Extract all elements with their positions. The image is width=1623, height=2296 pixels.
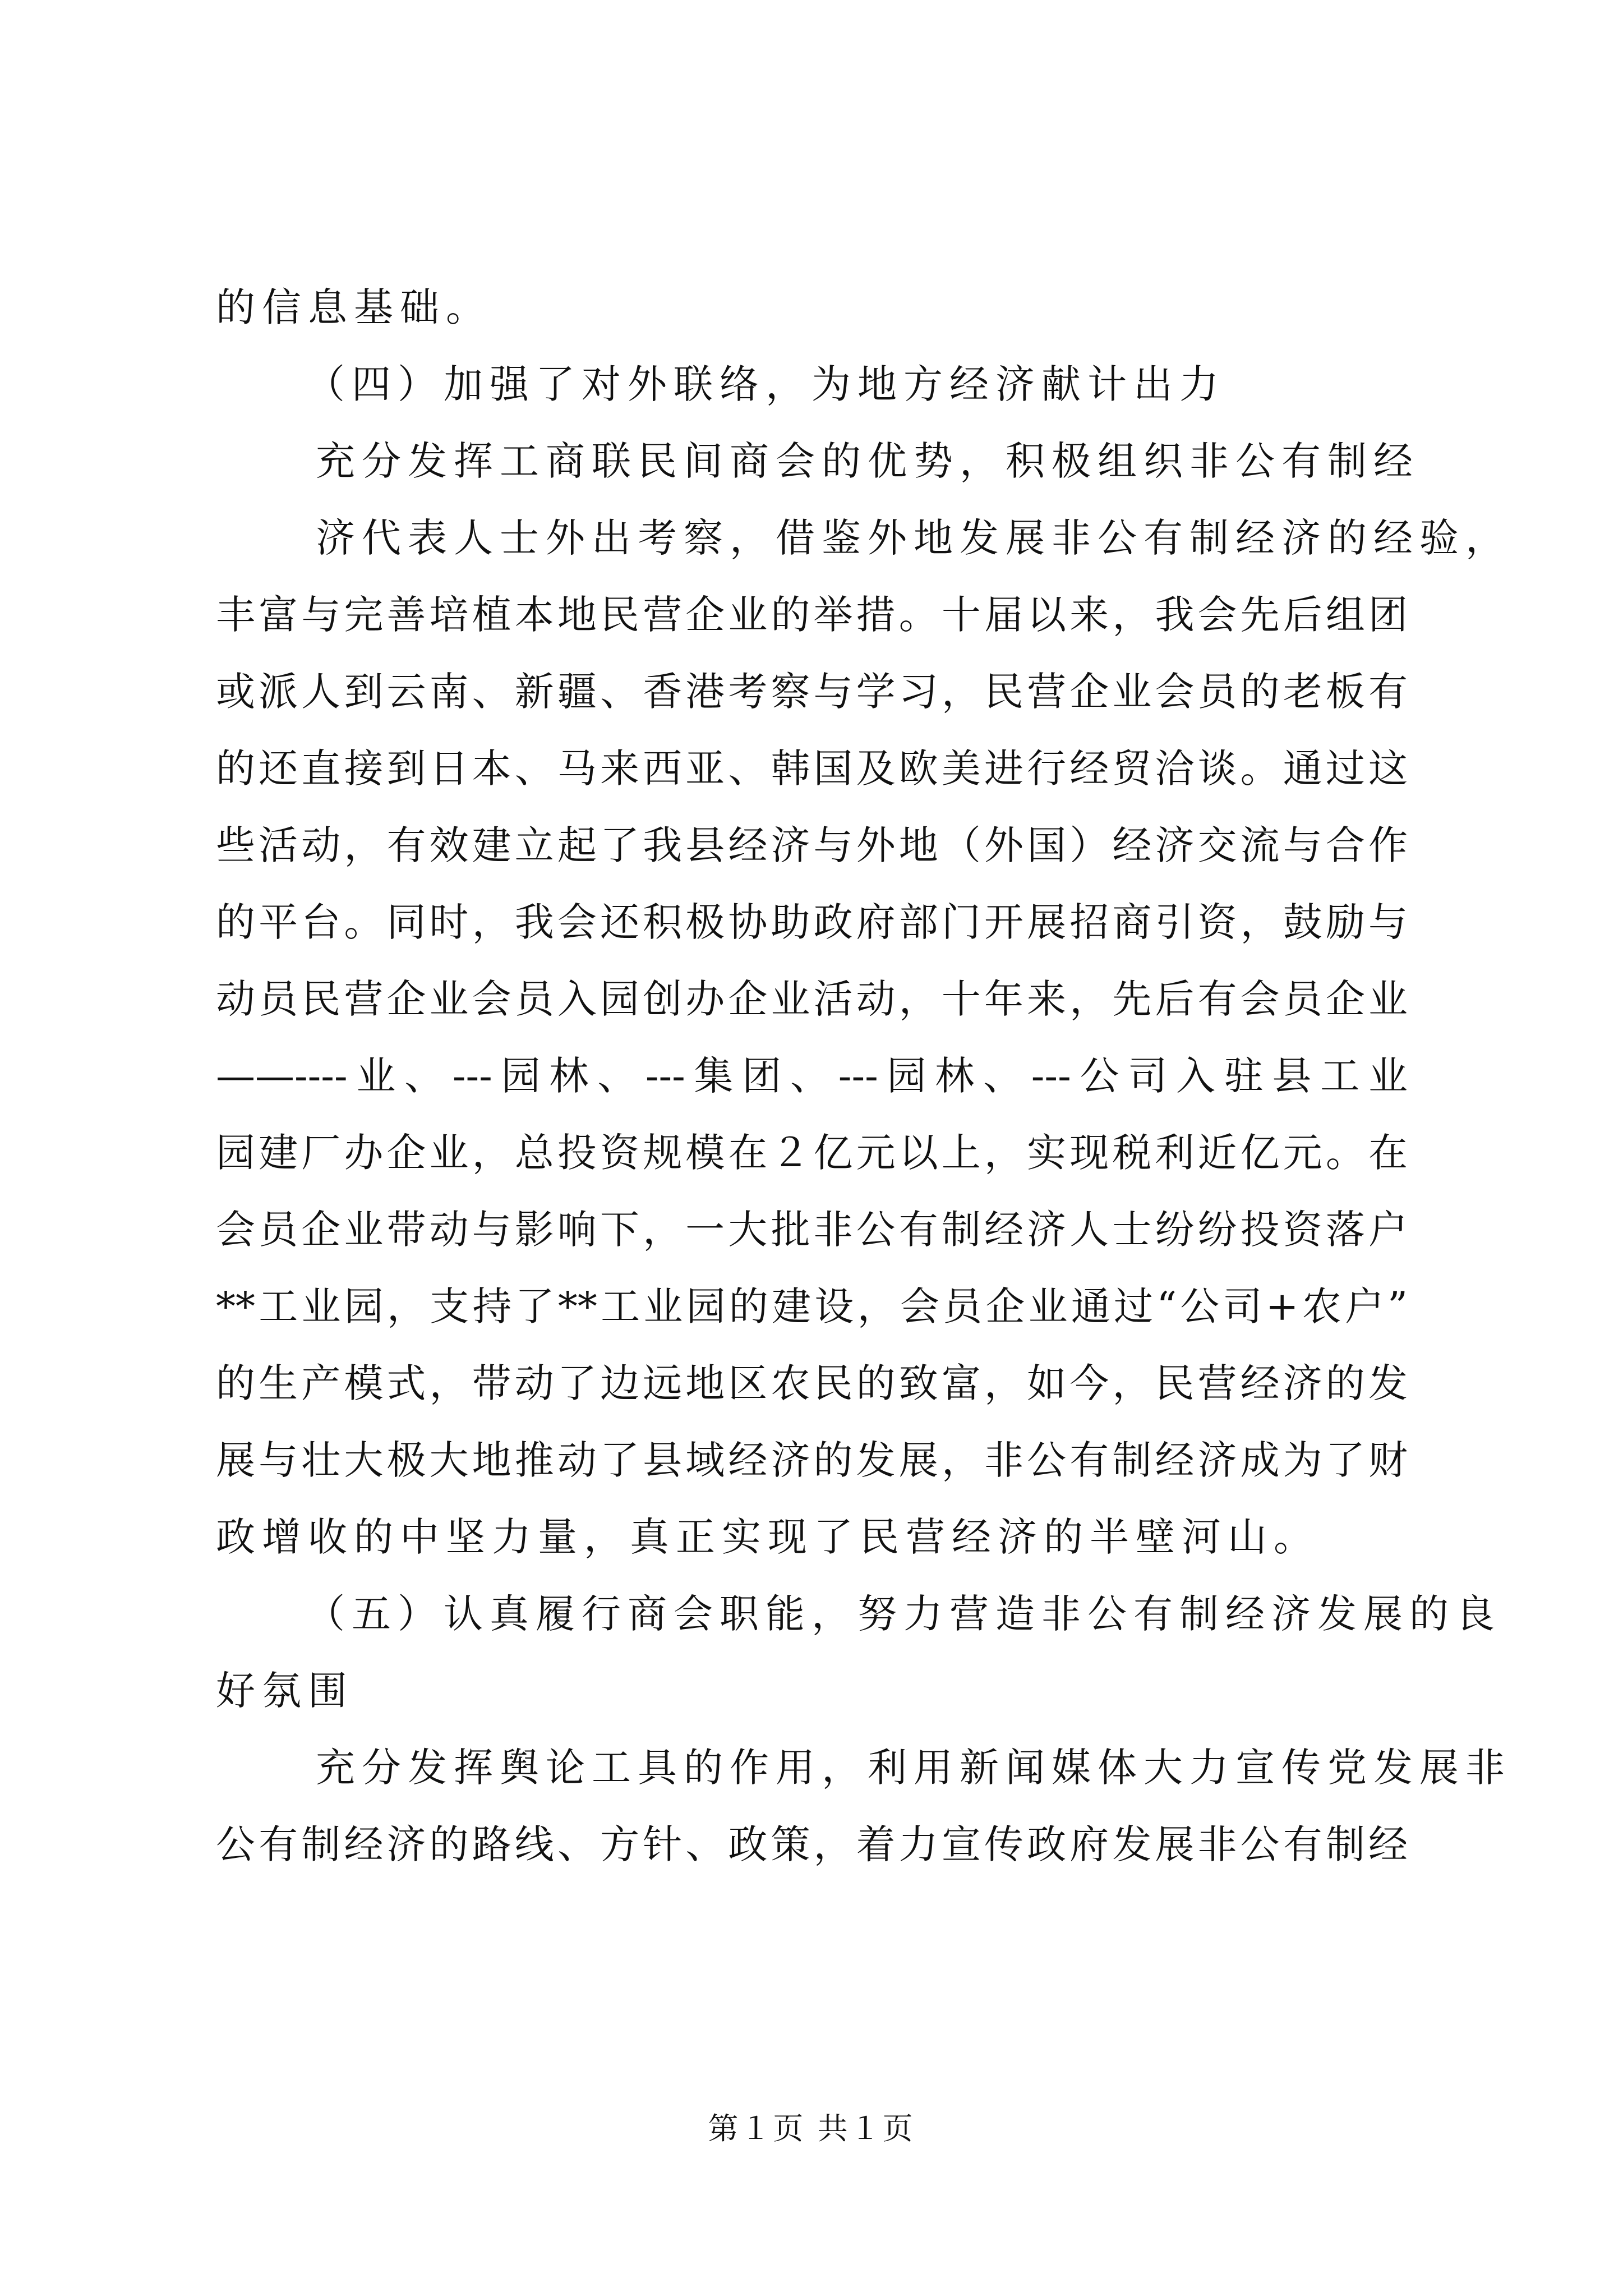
- paragraph-line: 充分发挥工商联民间商会的优势，积极组织非公有制经: [316, 438, 1419, 484]
- paragraph-line: **工业园，支持了**工业园的建设，会员企业通过“公司+农户”: [216, 1283, 1408, 1329]
- paragraph-line: 展与壮大极大地推动了县域经济的发展，非公有制经济成为了财: [216, 1437, 1408, 1483]
- paragraph-line: 或派人到云南、新疆、香港考察与学习，民营企业会员的老板有: [216, 669, 1408, 715]
- paragraph-line: 政增收的中坚力量，真正实现了民营经济的半壁河山。: [216, 1514, 1320, 1560]
- paragraph-line: ——----业、---园林、---集团、---园林、---公司入驻县工业: [216, 1053, 1408, 1099]
- paragraph-line: 的平台。同时，我会还积极协助政府部门开展招商引资，鼓励与: [216, 899, 1408, 945]
- paragraph-line: 丰富与完善培植本地民营企业的举措。十届以来，我会先后组团: [216, 592, 1408, 638]
- document-body: [216, 269, 1511, 1883]
- paragraph-line: 些活动，有效建立起了我县经济与外地（外国）经济交流与合作: [216, 822, 1408, 868]
- section-heading-4: （四）加强了对外联络，为地方经济献计出力: [306, 361, 1225, 407]
- page-footer: [0, 2109, 1623, 2148]
- paragraph-line: 的信息基础。: [216, 284, 492, 330]
- paragraph-line: 园建厂办企业，总投资规模在２亿元以上，实现税利近亿元。在: [216, 1130, 1408, 1176]
- paragraph-line: 动员民营企业会员入园创办企业活动，十年来，先后有会员企业: [216, 976, 1408, 1022]
- page-number-label: 第１页 共１页: [708, 2111, 915, 2146]
- section-heading-5-continued: 好氛围: [216, 1668, 354, 1714]
- paragraph-line: 公有制经济的路线、方针、政策，着力宣传政府发展非公有制经: [216, 1821, 1408, 1867]
- paragraph-line: 的还直接到日本、马来西亚、韩国及欧美进行经贸洽谈。通过这: [216, 746, 1408, 792]
- paragraph-line: 济代表人士外出考察，借鉴外地发展非公有制经济的经验，: [316, 515, 1511, 561]
- paragraph-line: 的生产模式，带动了边远地区农民的致富，如今，民营经济的发: [216, 1360, 1408, 1406]
- section-heading-5: （五）认真履行商会职能，努力营造非公有制经济发展的良: [306, 1591, 1501, 1637]
- paragraph-line: 会员企业带动与影响下，一大批非公有制经济人士纷纷投资落户: [216, 1207, 1408, 1253]
- paragraph-line: 充分发挥舆论工具的作用，利用新闻媒体大力宣传党发展非: [316, 1745, 1511, 1791]
